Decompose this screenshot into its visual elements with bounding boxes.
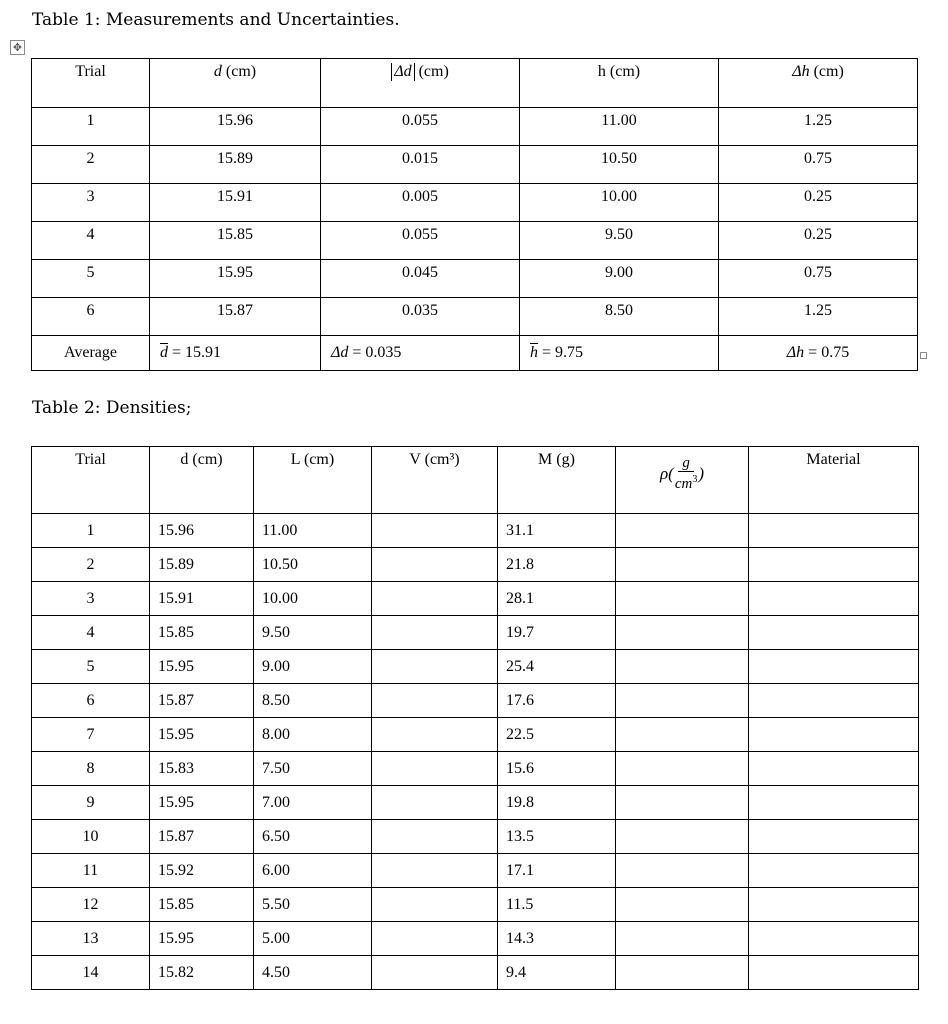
- volume-cell: [372, 616, 498, 650]
- trial-cell: 4: [32, 222, 150, 260]
- d-cell: 15.91: [150, 582, 254, 616]
- table-row: [32, 888, 919, 922]
- d-cell: 15.85: [150, 616, 254, 650]
- table-row: [32, 146, 918, 184]
- density-unit-numerator: g: [678, 455, 694, 472]
- average-row: [32, 336, 918, 371]
- volume-cell: [372, 718, 498, 752]
- volume-cell: [372, 786, 498, 820]
- table-row: [32, 786, 919, 820]
- length-cell: 7.50: [254, 752, 372, 786]
- mass-cell: 17.1: [498, 854, 616, 888]
- table-row: [32, 260, 918, 298]
- length-cell: 4.50: [254, 956, 372, 990]
- trial-cell: 1: [32, 108, 150, 146]
- density-cell: [616, 854, 749, 888]
- d-cell: 15.85: [150, 222, 321, 260]
- d-cell: 15.85: [150, 888, 254, 922]
- table-row: [32, 650, 919, 684]
- density-rho-symbol: ρ(: [660, 463, 674, 483]
- length-cell: 11.00: [254, 514, 372, 548]
- mass-cell: 19.8: [498, 786, 616, 820]
- material-cell: [749, 582, 919, 616]
- density-formula: [660, 455, 704, 492]
- length-cell: 5.00: [254, 922, 372, 956]
- length-cell: 6.50: [254, 820, 372, 854]
- d-cell: 15.82: [150, 956, 254, 990]
- volume-cell: [372, 854, 498, 888]
- density-cell: [616, 582, 749, 616]
- volume-cell: [372, 922, 498, 956]
- mass-cell: 21.8: [498, 548, 616, 582]
- d-cell: 15.95: [150, 786, 254, 820]
- d-cell: 15.87: [150, 298, 321, 336]
- mass-cell: 13.5: [498, 820, 616, 854]
- table-row: [32, 820, 919, 854]
- table1-caption: Table 1: Measurements and Uncertainties.: [32, 10, 400, 30]
- material-cell: [749, 514, 919, 548]
- table-row: [32, 108, 918, 146]
- d-cell: 15.95: [150, 922, 254, 956]
- measurements-table: [31, 58, 918, 371]
- h-cell: 10.00: [520, 184, 719, 222]
- density-unit-denominator: [675, 472, 698, 492]
- header-trial: Trial: [32, 447, 150, 514]
- delta-d-cell: 0.035: [321, 298, 520, 336]
- trial-cell: 12: [32, 888, 150, 922]
- mass-cell: 28.1: [498, 582, 616, 616]
- header-delta-d-symbol: Δd: [391, 63, 414, 81]
- trial-cell: 10: [32, 820, 150, 854]
- density-cell: [616, 752, 749, 786]
- density-cell: [616, 820, 749, 854]
- length-cell: 6.00: [254, 854, 372, 888]
- volume-cell: [372, 684, 498, 718]
- volume-cell: [372, 514, 498, 548]
- d-cell: 15.89: [150, 146, 321, 184]
- trial-cell: 7: [32, 718, 150, 752]
- table-row: [32, 616, 919, 650]
- d-cell: 15.95: [150, 260, 321, 298]
- trial-cell: 3: [32, 184, 150, 222]
- average-delta-h: [719, 336, 918, 371]
- trial-cell: 5: [32, 260, 150, 298]
- length-cell: 8.50: [254, 684, 372, 718]
- delta-d-cell: 0.015: [321, 146, 520, 184]
- header-volume: V (cm³): [372, 447, 498, 514]
- table-row: [32, 752, 919, 786]
- density-cell: [616, 956, 749, 990]
- header-delta-h-unit: (cm): [809, 63, 844, 80]
- table-row: [32, 514, 919, 548]
- trial-cell: 14: [32, 956, 150, 990]
- volume-cell: [372, 752, 498, 786]
- d-cell: 15.95: [150, 650, 254, 684]
- table-row: [32, 854, 919, 888]
- mass-cell: 17.6: [498, 684, 616, 718]
- trial-cell: 6: [32, 684, 150, 718]
- header-length: L (cm): [254, 447, 372, 514]
- material-cell: [749, 956, 919, 990]
- trial-cell: 6: [32, 298, 150, 336]
- trial-cell: 8: [32, 752, 150, 786]
- h-cell: 9.00: [520, 260, 719, 298]
- density-unit-cm: cm: [674, 476, 693, 492]
- table-move-handle-icon[interactable]: ✥: [10, 40, 25, 55]
- table-row: [32, 718, 919, 752]
- table-row: [32, 922, 919, 956]
- mass-cell: 31.1: [498, 514, 616, 548]
- header-material: Material: [749, 447, 919, 514]
- density-cell: [616, 786, 749, 820]
- table-resize-handle-icon[interactable]: [920, 352, 927, 359]
- trial-cell: 11: [32, 854, 150, 888]
- trial-cell: 2: [32, 146, 150, 184]
- average-h-value: = 9.75: [538, 344, 584, 361]
- average-d: [150, 336, 321, 371]
- trial-cell: 4: [32, 616, 150, 650]
- material-cell: [749, 888, 919, 922]
- header-delta-d: [321, 59, 520, 108]
- volume-cell: [372, 548, 498, 582]
- material-cell: [749, 548, 919, 582]
- density-cell: [616, 548, 749, 582]
- length-cell: 9.00: [254, 650, 372, 684]
- density-cell: [616, 922, 749, 956]
- mass-cell: 15.6: [498, 752, 616, 786]
- header-d: [150, 59, 321, 108]
- material-cell: [749, 854, 919, 888]
- volume-cell: [372, 956, 498, 990]
- densities-table: [31, 446, 919, 990]
- table1-header-row: [32, 59, 918, 108]
- density-cell: [616, 718, 749, 752]
- table-row: [32, 684, 919, 718]
- h-cell: 8.50: [520, 298, 719, 336]
- header-d-unit: (cm): [221, 63, 257, 80]
- table-row: [32, 956, 919, 990]
- average-delta-d-value: = 0.035: [348, 344, 402, 361]
- table-row: [32, 548, 919, 582]
- delta-h-cell: 0.25: [719, 184, 918, 222]
- material-cell: [749, 650, 919, 684]
- length-cell: 5.50: [254, 888, 372, 922]
- delta-h-cell: 1.25: [719, 298, 918, 336]
- length-cell: 9.50: [254, 616, 372, 650]
- table-row: [32, 184, 918, 222]
- material-cell: [749, 922, 919, 956]
- header-delta-d-unit: (cm): [414, 63, 449, 80]
- average-h-symbol: $\overline{h}$: [530, 344, 538, 361]
- mass-cell: 14.3: [498, 922, 616, 956]
- density-close-paren: ): [698, 463, 704, 483]
- material-cell: [749, 616, 919, 650]
- d-cell: 15.96: [150, 108, 321, 146]
- trial-cell: 5: [32, 650, 150, 684]
- d-cell: 15.83: [150, 752, 254, 786]
- density-cell: [616, 684, 749, 718]
- header-d: d (cm): [150, 447, 254, 514]
- d-cell: 15.95: [150, 718, 254, 752]
- d-cell: 15.87: [150, 820, 254, 854]
- material-cell: [749, 684, 919, 718]
- trial-cell: 3: [32, 582, 150, 616]
- average-h: [520, 336, 719, 371]
- material-cell: [749, 752, 919, 786]
- delta-h-cell: 1.25: [719, 108, 918, 146]
- length-cell: 10.50: [254, 548, 372, 582]
- d-cell: 15.91: [150, 184, 321, 222]
- table-row: [32, 222, 918, 260]
- delta-d-cell: 0.055: [321, 108, 520, 146]
- density-cell: [616, 514, 749, 548]
- d-cell: 15.89: [150, 548, 254, 582]
- trial-cell: 2: [32, 548, 150, 582]
- table2-caption: Table 2: Densities;: [32, 398, 192, 418]
- length-cell: 8.00: [254, 718, 372, 752]
- material-cell: [749, 718, 919, 752]
- length-cell: 10.00: [254, 582, 372, 616]
- trial-cell: 9: [32, 786, 150, 820]
- header-trial: Trial: [32, 59, 150, 108]
- average-delta-h-symbol: Δh: [786, 344, 805, 361]
- mass-cell: 25.4: [498, 650, 616, 684]
- density-unit-exponent: 3: [692, 474, 698, 485]
- header-mass: M (g): [498, 447, 616, 514]
- d-cell: 15.87: [150, 684, 254, 718]
- average-delta-d-symbol: Δd: [331, 344, 349, 361]
- delta-h-cell: 0.75: [719, 146, 918, 184]
- average-label: Average: [32, 336, 150, 371]
- header-density: [616, 447, 749, 514]
- h-cell: 11.00: [520, 108, 719, 146]
- h-cell: 10.50: [520, 146, 719, 184]
- average-delta-d: [321, 336, 520, 371]
- trial-cell: 1: [32, 514, 150, 548]
- volume-cell: [372, 582, 498, 616]
- header-delta-h: [719, 59, 918, 108]
- header-d-symbol: d: [213, 63, 222, 80]
- material-cell: [749, 786, 919, 820]
- table-row: [32, 298, 918, 336]
- d-cell: 15.92: [150, 854, 254, 888]
- average-d-value: = 15.91: [168, 344, 222, 361]
- density-cell: [616, 616, 749, 650]
- delta-d-cell: 0.055: [321, 222, 520, 260]
- trial-cell: 13: [32, 922, 150, 956]
- h-cell: 9.50: [520, 222, 719, 260]
- d-cell: 15.96: [150, 514, 254, 548]
- volume-cell: [372, 888, 498, 922]
- volume-cell: [372, 650, 498, 684]
- average-delta-h-value: = 0.75: [804, 344, 850, 361]
- volume-cell: [372, 820, 498, 854]
- density-unit-fraction: [675, 455, 698, 492]
- delta-h-cell: 0.75: [719, 260, 918, 298]
- material-cell: [749, 820, 919, 854]
- density-cell: [616, 888, 749, 922]
- mass-cell: 11.5: [498, 888, 616, 922]
- delta-d-cell: 0.045: [321, 260, 520, 298]
- header-h: h (cm): [520, 59, 719, 108]
- delta-d-cell: 0.005: [321, 184, 520, 222]
- header-delta-h-symbol: Δh: [792, 63, 810, 80]
- mass-cell: 22.5: [498, 718, 616, 752]
- density-cell: [616, 650, 749, 684]
- mass-cell: 19.7: [498, 616, 616, 650]
- length-cell: 7.00: [254, 786, 372, 820]
- delta-h-cell: 0.25: [719, 222, 918, 260]
- table-row: [32, 582, 919, 616]
- mass-cell: 9.4: [498, 956, 616, 990]
- average-d-symbol: $\overline{d}$: [160, 344, 168, 361]
- table2-header-row: [32, 447, 919, 514]
